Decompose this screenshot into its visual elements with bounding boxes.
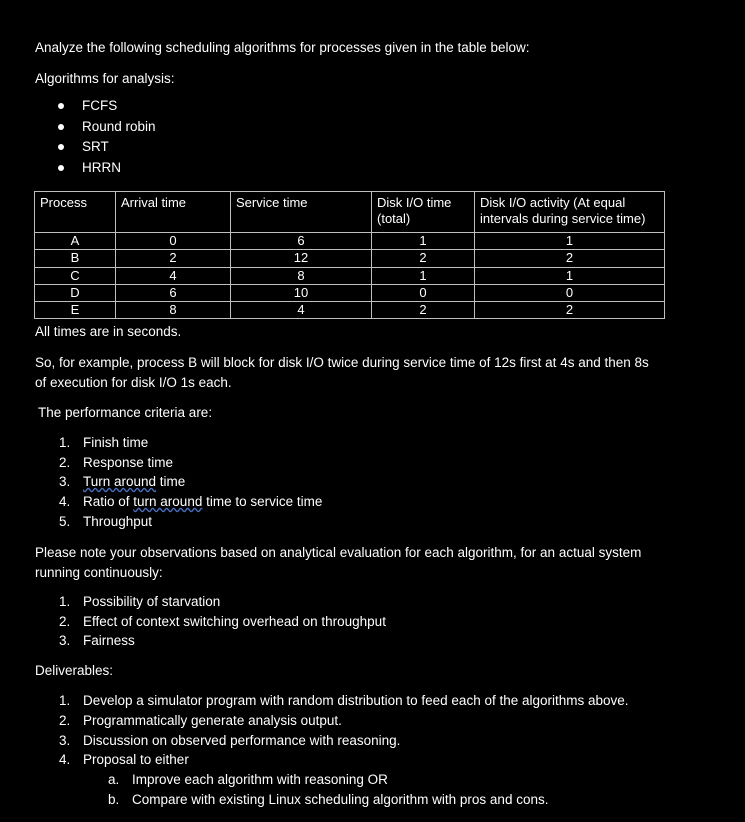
cell-disk-activity: 2	[475, 302, 665, 319]
cell-process: B	[35, 250, 116, 267]
cell-service: 6	[231, 233, 372, 250]
cell-arrival: 8	[116, 302, 231, 319]
header-disk-io-activity: Disk I/O activity (At equal intervals during service time)	[475, 192, 665, 233]
header-service-time: Service time	[231, 192, 372, 233]
cell-disk-time: 1	[372, 233, 475, 250]
list-item: 3. Turn around time	[59, 474, 186, 489]
cell-disk-activity: 1	[475, 233, 665, 250]
cell-disk-activity: 2	[475, 250, 665, 267]
cell-service: 8	[231, 267, 372, 284]
list-item: FCFS	[56, 96, 156, 117]
list-item: HRRN	[56, 158, 156, 179]
sub-list-item: b. Compare with existing Linux scheduling algorithm with pros and cons.	[108, 792, 549, 807]
bullet-icon	[58, 103, 64, 109]
cell-disk-time: 2	[372, 302, 475, 319]
cell-disk-time: 0	[372, 284, 475, 301]
cell-arrival: 2	[116, 250, 231, 267]
header-arrival-time: Arrival time	[116, 192, 231, 233]
algorithms-list	[56, 96, 156, 178]
bullet-icon	[58, 144, 64, 150]
observations-line-2: running continuously:	[35, 565, 163, 580]
cell-process: E	[35, 302, 116, 319]
list-item: 5. Throughput	[59, 514, 153, 529]
list-item: 1. Finish time	[59, 435, 149, 450]
table-row	[35, 302, 665, 319]
list-item: 2. Response time	[59, 455, 174, 470]
table-row	[35, 284, 665, 301]
list-item: SRT	[56, 137, 156, 158]
list-item: 1. Develop a simulator program with random distribution to feed each of the algorithms above.	[59, 693, 629, 708]
list-item: Round robin	[56, 117, 156, 138]
table-row	[35, 267, 665, 284]
list-item: 3. Fairness	[59, 633, 135, 648]
list-item: 1. Possibility of starvation	[59, 594, 221, 609]
list-item: 4. Ratio of turn around time to service time	[59, 494, 323, 509]
list-item: 3. Discussion on observed performance with reasoning.	[59, 733, 401, 748]
cell-disk-time: 1	[372, 267, 475, 284]
cell-service: 12	[231, 250, 372, 267]
cell-arrival: 0	[116, 233, 231, 250]
heading: Analyze the following scheduling algorithms for processes given in the table below:	[35, 40, 530, 55]
algorithms-label: Algorithms for analysis:	[35, 71, 175, 86]
header-disk-io-time: Disk I/O time (total)	[372, 192, 475, 233]
cell-disk-activity: 1	[475, 267, 665, 284]
observations-line-1: Please note your observations based on analytical evaluation for each algorithm, for an actual system	[35, 545, 642, 560]
deliverables-label: Deliverables:	[35, 663, 114, 678]
table-row	[35, 250, 665, 267]
cell-arrival: 4	[116, 267, 231, 284]
list-item: 2. Effect of context switching overhead on throughput	[59, 614, 386, 629]
example-line-1: So, for example, process B will block for disk I/O twice during service time of 12s first at 4s and then 8s	[35, 355, 649, 370]
times-note: All times are in seconds.	[35, 324, 182, 339]
cell-process: C	[35, 267, 116, 284]
process-table	[34, 191, 665, 319]
cell-process: D	[35, 284, 116, 301]
bullet-icon	[58, 124, 64, 130]
cell-service: 4	[231, 302, 372, 319]
bullet-icon	[58, 165, 64, 171]
cell-disk-activity: 0	[475, 284, 665, 301]
criteria-label: The performance criteria are:	[38, 405, 213, 420]
cell-disk-time: 2	[372, 250, 475, 267]
example-line-2: of execution for disk I/O 1s each.	[35, 375, 232, 390]
cell-service: 10	[231, 284, 372, 301]
sub-list-item: a. Improve each algorithm with reasoning OR	[108, 772, 388, 787]
table-header-row	[35, 192, 665, 233]
cell-arrival: 6	[116, 284, 231, 301]
header-process: Process	[35, 192, 116, 233]
table-row	[35, 233, 665, 250]
list-item: 2. Programmatically generate analysis output.	[59, 713, 342, 728]
list-item: 4. Proposal to either	[59, 752, 189, 767]
cell-process: A	[35, 233, 116, 250]
